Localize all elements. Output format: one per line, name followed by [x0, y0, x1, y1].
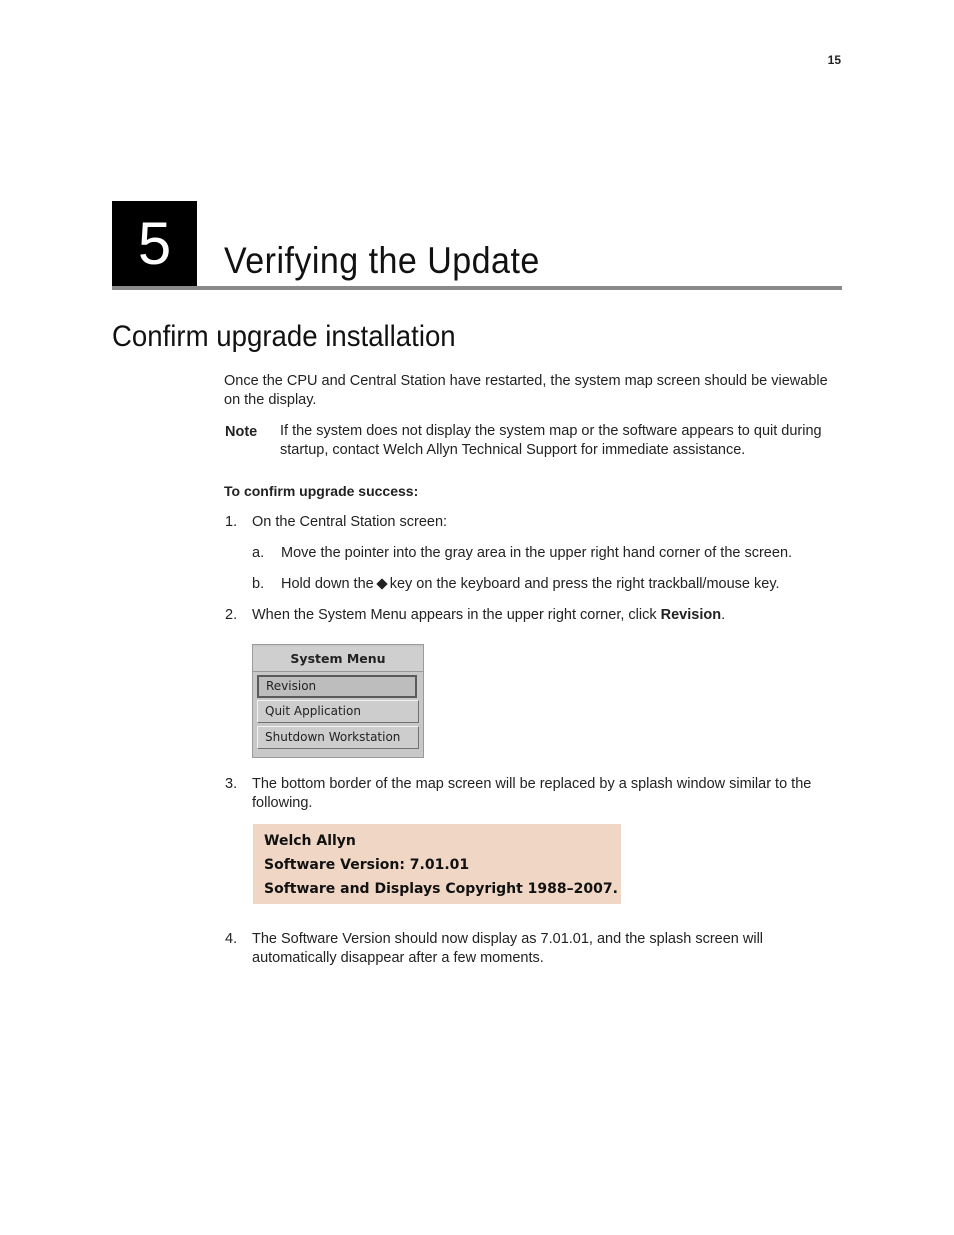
page-number: 15 — [827, 53, 841, 67]
chapter-rule — [112, 286, 842, 290]
menu-item-quit-application[interactable]: Quit Application — [257, 700, 419, 723]
substep-text: Move the pointer into the gray area in the upper right hand corner of the screen. — [281, 545, 793, 561]
step-text-main: When the System Menu appears in the upper right corner, click — [252, 607, 661, 623]
system-menu-title: System Menu — [253, 647, 423, 672]
substep-text — [281, 575, 846, 594]
step-text-end: . — [721, 607, 726, 623]
diamond-key-icon — [376, 578, 387, 589]
step-text: The Software Version should now display as 7.01.01, and the splash screen will automatically disappear after a few moments. — [252, 931, 764, 966]
step-text: On the Central Station screen: — [252, 514, 448, 530]
splash-window-figure — [253, 824, 621, 904]
menu-item-shutdown-workstation[interactable]: Shutdown Workstation — [257, 726, 419, 749]
step-number: 4. — [225, 931, 238, 947]
step-text — [252, 606, 844, 625]
substep-text-after: key on the keyboard and press the right trackball/mouse key. — [389, 576, 780, 592]
step-text-bold: Revision — [660, 607, 722, 623]
intro-paragraph: Once the CPU and Central Station have restarted, the system map screen should be viewable on the display. — [224, 373, 828, 408]
chapter-number-box: 5 — [112, 201, 197, 286]
chapter-title: Verifying the Update — [224, 240, 540, 281]
step-number: 2. — [225, 607, 238, 623]
system-menu-figure — [252, 644, 424, 758]
step-text: The bottom border of the map screen will be replaced by a splash window similar to the following. — [252, 776, 812, 811]
step-number: 1. — [225, 514, 238, 530]
splash-line: Software and Displays Copyright 1988–2007. — [264, 881, 618, 897]
substep-letter: b. — [252, 576, 265, 592]
note-label: Note — [225, 424, 258, 440]
step-number: 3. — [225, 776, 238, 792]
section-title: Confirm upgrade installation — [112, 320, 456, 353]
procedure-heading: To confirm upgrade success: — [224, 483, 419, 499]
splash-line: Software Version: 7.01.01 — [264, 857, 470, 873]
note-text: If the system does not display the system map or the software appears to quit during startup, contact Welch Allyn Technical Support for immediate assistance. — [280, 423, 822, 458]
splash-line: Welch Allyn — [264, 833, 356, 849]
substep-letter: a. — [252, 545, 265, 561]
menu-item-revision[interactable]: Revision — [257, 675, 417, 698]
substep-text-before: Hold down the — [281, 576, 374, 592]
